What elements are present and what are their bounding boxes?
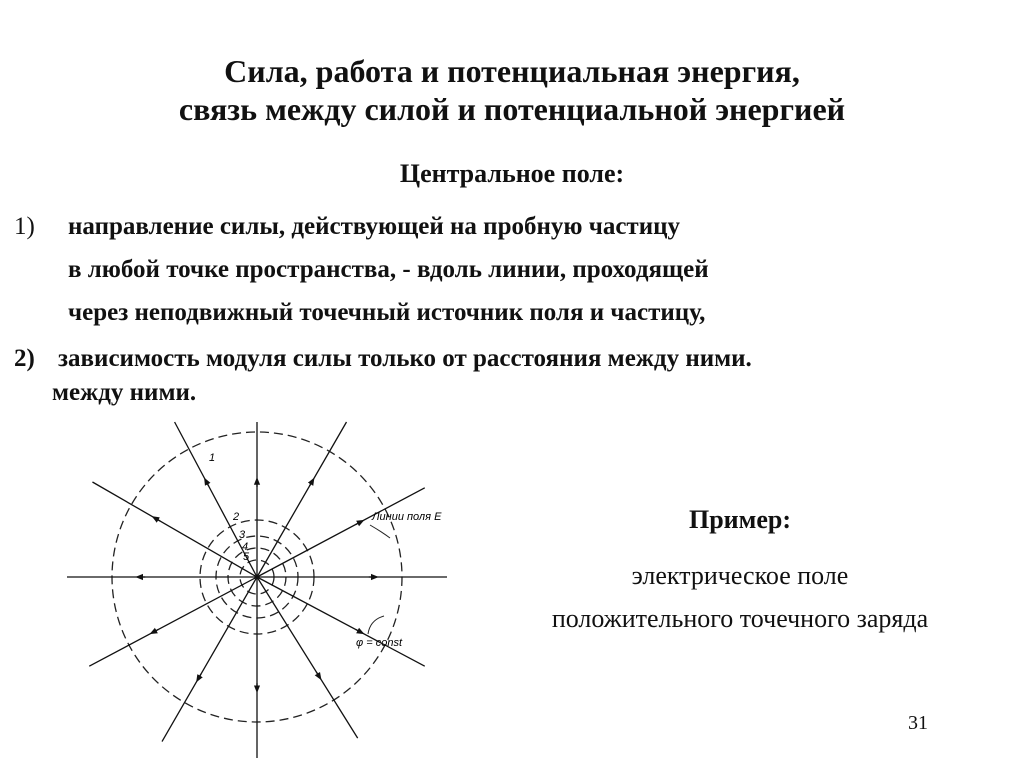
example-line-2: положительного точечного заряда (551, 604, 929, 633)
item-1-line-2: в любой точке пространства, - вдоль линии, проходящей (68, 256, 709, 283)
circle-label-2: 2 (233, 511, 240, 523)
circle-label-1: 1 (209, 452, 216, 464)
example-line-1: электрическое поле (631, 561, 849, 590)
field-line-12 (257, 577, 425, 666)
field-lines-pointer (370, 525, 390, 538)
section-subtitle: Центральное поле: (399, 159, 625, 188)
item-2-line-1: зависимость модуля силы только от расстояния между ними. (58, 345, 752, 372)
item-2-line-2: между ними. (52, 379, 197, 406)
field-line-arrow-5 (206, 481, 209, 486)
circle-label-3: 3 (239, 529, 246, 541)
field-line-arrow-12 (356, 629, 361, 632)
field-line-arrow-6 (155, 518, 160, 521)
field-lines-label: Линии поля E (372, 511, 442, 523)
circle-label-5: 5 (243, 551, 250, 563)
field-line-arrow-9 (198, 674, 201, 679)
equipotential-pointer (368, 616, 384, 634)
field-lines (67, 422, 447, 758)
item-1-line-1: направление силы, действующей на пробную частицу (68, 213, 681, 240)
field-line-arrow-11 (316, 672, 319, 677)
item-1-number: 1) (14, 213, 35, 240)
field-line-11 (257, 577, 358, 738)
field-line-arrow-2 (356, 522, 361, 525)
slide-title (0, 52, 1024, 128)
item-2-number: 2) (14, 345, 35, 372)
example-heading: Пример: (688, 505, 792, 534)
title-line-2: связь между силой и потенциальной энергией (178, 91, 846, 127)
equipotential-label: φ = const (356, 637, 403, 649)
field-line-arrow-3 (309, 481, 312, 486)
field-line-arrow-8 (153, 629, 158, 632)
page-number: 31 (908, 712, 928, 734)
circle-label-4: 4 (242, 541, 249, 553)
item-1-line-3: через неподвижный точечный источник поля и частицу, (68, 299, 706, 326)
title-line-1: Сила, работа и потенциальная энергия, (224, 53, 800, 89)
central-field-diagram (52, 420, 452, 760)
